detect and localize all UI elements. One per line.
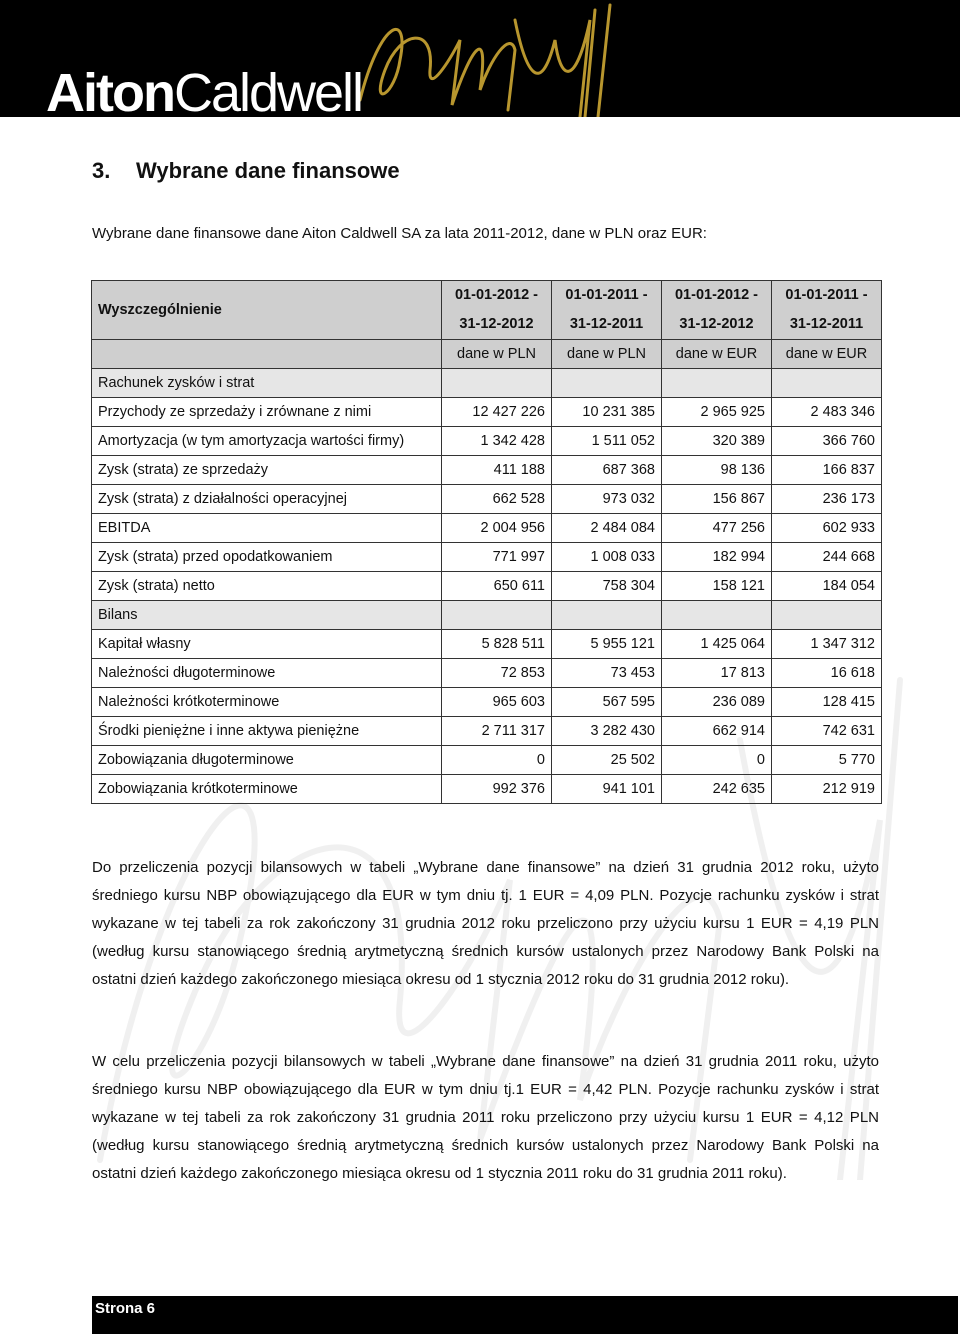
income-statement-rows bbox=[92, 398, 882, 601]
row-value: 72 853 bbox=[442, 659, 552, 688]
period-header: 01-01-2011 - 31-12-2011 bbox=[552, 281, 662, 340]
row-value: 242 635 bbox=[662, 775, 772, 804]
row-value: 12 427 226 bbox=[442, 398, 552, 427]
row-value: 0 bbox=[442, 746, 552, 775]
row-value: 25 502 bbox=[552, 746, 662, 775]
row-value: 758 304 bbox=[552, 572, 662, 601]
unit-header: dane w PLN bbox=[552, 340, 662, 369]
table-row bbox=[92, 514, 882, 543]
row-label: Zysk (strata) przed opodatkowaniem bbox=[92, 543, 442, 572]
row-value: 320 389 bbox=[662, 427, 772, 456]
table-row bbox=[92, 572, 882, 601]
row-value: 742 631 bbox=[772, 717, 882, 746]
row-value: 182 994 bbox=[662, 543, 772, 572]
row-value: 771 997 bbox=[442, 543, 552, 572]
signature-logo bbox=[340, 0, 640, 117]
row-label: Zysk (strata) netto bbox=[92, 572, 442, 601]
table-row bbox=[92, 543, 882, 572]
section-number: 3. bbox=[92, 158, 111, 183]
period-header: 01-01-2012 - 31-12-2012 bbox=[442, 281, 552, 340]
row-value: 662 914 bbox=[662, 717, 772, 746]
row-value: 5 955 121 bbox=[552, 630, 662, 659]
balance-sheet-rows bbox=[92, 630, 882, 804]
row-value: 236 089 bbox=[662, 688, 772, 717]
row-value: 366 760 bbox=[772, 427, 882, 456]
table-row bbox=[92, 775, 882, 804]
section-row-balance-sheet bbox=[92, 601, 882, 630]
table-row bbox=[92, 456, 882, 485]
row-label: Przychody ze sprzedaży i zrównane z nimi bbox=[92, 398, 442, 427]
row-value: 1 347 312 bbox=[772, 630, 882, 659]
unit-header: dane w EUR bbox=[772, 340, 882, 369]
row-label: Należności długoterminowe bbox=[92, 659, 442, 688]
row-label: Kapitał własny bbox=[92, 630, 442, 659]
row-value: 10 231 385 bbox=[552, 398, 662, 427]
table-row bbox=[92, 630, 882, 659]
section-label: Rachunek zysków i strat bbox=[92, 369, 442, 398]
row-label: Amortyzacja (w tym amortyzacja wartości firmy) bbox=[92, 427, 442, 456]
row-value: 973 032 bbox=[552, 485, 662, 514]
unit-header-row bbox=[92, 340, 882, 369]
page-number: Strona 6 bbox=[95, 1300, 156, 1317]
note-paragraph-2012: Do przeliczenia pozycji bilansowych w tabeli „Wybrane dane finansowe” na dzień 31 grudnia 2012 roku, użyto średniego kursu NBP obowiązującego dla EUR w tym dniu tj. 1 EUR = 4,09 PLN. Pozycje rachunku zysków i strat wykazane w tej tabeli za rok zakończony 31 grudnia 2012 roku przeliczono przy użyciu kursu 1 EUR = 4,19 PLN (według kursu stanowiącego średnią arytmetyczną średnich kursów ustalonych przez Narodowy Bank Polski na ostatni dzień każdego zakończonego miesiąca okresu od 1 stycznia 2012 roku do 31 grudnia 2012 roku). bbox=[92, 859, 879, 988]
section-label: Bilans bbox=[92, 601, 442, 630]
row-value: 73 453 bbox=[552, 659, 662, 688]
table-row bbox=[92, 688, 882, 717]
row-value: 965 603 bbox=[442, 688, 552, 717]
row-value: 2 484 084 bbox=[552, 514, 662, 543]
brand-logo bbox=[46, 63, 363, 117]
intro-text: Wybrane dane finansowe dane Aiton Caldwell SA za lata 2011-2012, dane w PLN oraz EUR: bbox=[92, 225, 707, 242]
row-label: Zysk (strata) ze sprzedaży bbox=[92, 456, 442, 485]
table-row bbox=[92, 485, 882, 514]
table-row bbox=[92, 746, 882, 775]
row-label: Zysk (strata) z działalności operacyjnej bbox=[92, 485, 442, 514]
row-label: Środki pieniężne i inne aktywa pieniężne bbox=[92, 717, 442, 746]
row-value: 128 415 bbox=[772, 688, 882, 717]
row-value: 5 770 bbox=[772, 746, 882, 775]
row-value: 3 282 430 bbox=[552, 717, 662, 746]
section-title bbox=[92, 158, 400, 184]
row-value: 5 828 511 bbox=[442, 630, 552, 659]
row-value: 184 054 bbox=[772, 572, 882, 601]
row-value: 941 101 bbox=[552, 775, 662, 804]
table-header-row bbox=[92, 281, 882, 340]
row-value: 1 425 064 bbox=[662, 630, 772, 659]
row-value: 662 528 bbox=[442, 485, 552, 514]
section-row-income-statement bbox=[92, 369, 882, 398]
row-value: 244 668 bbox=[772, 543, 882, 572]
row-value: 156 867 bbox=[662, 485, 772, 514]
row-value: 2 483 346 bbox=[772, 398, 882, 427]
brand-aiton: Aiton bbox=[46, 63, 174, 117]
row-value: 98 136 bbox=[662, 456, 772, 485]
row-label: Zobowiązania krótkoterminowe bbox=[92, 775, 442, 804]
row-value: 158 121 bbox=[662, 572, 772, 601]
section-title-text: Wybrane dane finansowe bbox=[136, 158, 400, 183]
header-band bbox=[0, 0, 960, 117]
row-value: 236 173 bbox=[772, 485, 882, 514]
table-row bbox=[92, 717, 882, 746]
row-label: EBITDA bbox=[92, 514, 442, 543]
row-value: 992 376 bbox=[442, 775, 552, 804]
period-header: 01-01-2011 - 31-12-2011 bbox=[772, 281, 882, 340]
row-value: 650 611 bbox=[442, 572, 552, 601]
row-value: 166 837 bbox=[772, 456, 882, 485]
table-row bbox=[92, 398, 882, 427]
table-row bbox=[92, 427, 882, 456]
period-header: 01-01-2012 - 31-12-2012 bbox=[662, 281, 772, 340]
row-value: 16 618 bbox=[772, 659, 882, 688]
row-value: 1 342 428 bbox=[442, 427, 552, 456]
unit-header: dane w PLN bbox=[442, 340, 552, 369]
row-value: 2 711 317 bbox=[442, 717, 552, 746]
table-row bbox=[92, 659, 882, 688]
unit-header: dane w EUR bbox=[662, 340, 772, 369]
brand-caldwell: Caldwell bbox=[173, 63, 363, 117]
row-value: 411 188 bbox=[442, 456, 552, 485]
row-value: 477 256 bbox=[662, 514, 772, 543]
header-label: Wyszczególnienie bbox=[92, 281, 442, 340]
row-value: 212 919 bbox=[772, 775, 882, 804]
footer-bar bbox=[92, 1296, 958, 1334]
row-label: Należności krótkoterminowe bbox=[92, 688, 442, 717]
row-value: 2 965 925 bbox=[662, 398, 772, 427]
row-value: 687 368 bbox=[552, 456, 662, 485]
row-value: 1 511 052 bbox=[552, 427, 662, 456]
row-value: 602 933 bbox=[772, 514, 882, 543]
financial-table bbox=[91, 280, 882, 804]
row-value: 2 004 956 bbox=[442, 514, 552, 543]
note-paragraph-2011: W celu przeliczenia pozycji bilansowych w tabeli „Wybrane dane finansowe” na dzień 31 grudnia 2011 roku, użyto średniego kursu NBP obowiązującego dla EUR w tym dniu tj.1 EUR = 4,42 PLN. Pozycje rachunku zysków i strat wykazane w tej tabeli za rok zakończony 31 grudnia 2011 roku przeliczono przy użyciu kursu 1 EUR = 4,12 PLN (według kursu stanowiącego średnią arytmetyczną średnich kursów ustalonych przez Narodowy Bank Polski na ostatni dzień każdego zakończonego miesiąca okresu od 1 stycznia 2011 roku do 31 grudnia 2011 roku). bbox=[92, 1053, 879, 1182]
row-value: 17 813 bbox=[662, 659, 772, 688]
unit-header-empty bbox=[92, 340, 442, 369]
row-value: 1 008 033 bbox=[552, 543, 662, 572]
row-label: Zobowiązania długoterminowe bbox=[92, 746, 442, 775]
row-value: 567 595 bbox=[552, 688, 662, 717]
row-value: 0 bbox=[662, 746, 772, 775]
